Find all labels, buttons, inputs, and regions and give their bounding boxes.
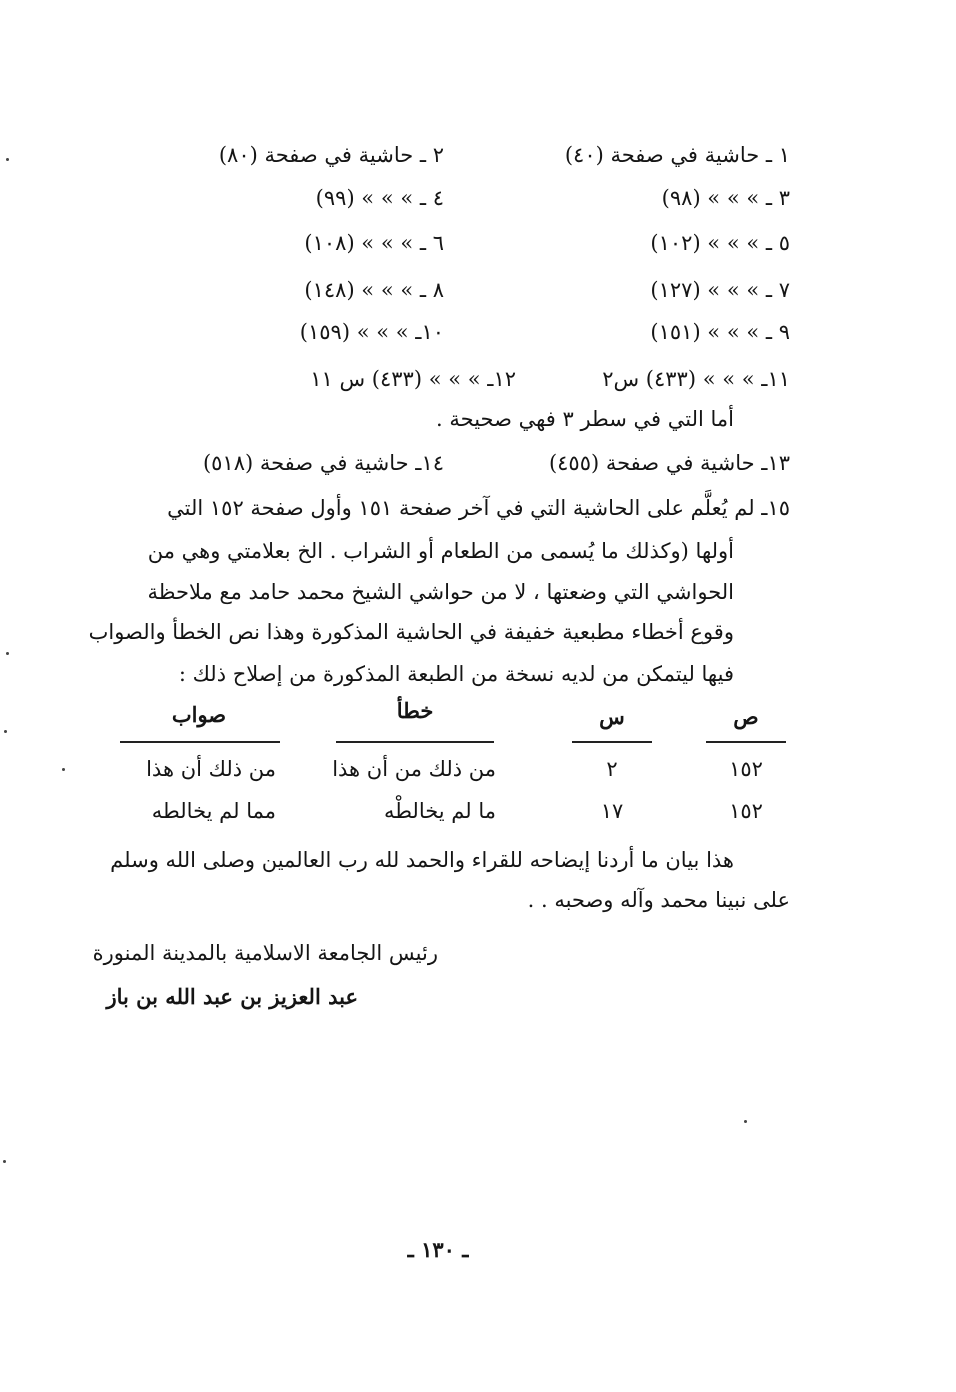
- scan-speck: [744, 1120, 747, 1123]
- column-header-line: س: [599, 704, 625, 729]
- column-rule: [336, 741, 494, 743]
- closing-line: هذا بيان ما أردنا إيضاحه للقراء والحمد لله رب العالمين وصلى الله وسلم: [110, 848, 734, 872]
- cell-error: ما لم يخالطْه: [383, 799, 496, 823]
- signature-title: رئيس الجامعة الاسلامية بالمدينة المنورة: [92, 941, 438, 965]
- column-header-error: خطأ: [396, 698, 434, 723]
- footnote-entry: ١٤ـ حاشية في صفحة (٥١٨): [202, 451, 444, 475]
- cell-line: ٢: [606, 757, 618, 781]
- footnote-entry: ٤ ـ » » » (٩٩): [315, 186, 444, 210]
- paragraph-line: فيها ليتمكن من لديه نسخة من الطبعة المذكورة من إصلاح ذلك :: [178, 662, 734, 686]
- footnote-entry: ١٠ـ » » » (١٥٩): [299, 320, 444, 344]
- footnote-entry: ٩ ـ » » » (١٥١): [650, 320, 790, 344]
- footnote-entry: ٧ ـ » » » (١٢٧): [650, 278, 790, 302]
- column-rule: [706, 741, 786, 743]
- footnote-entry: ٨ ـ » » » (١٤٨): [304, 278, 444, 302]
- column-header-page: ص: [733, 704, 759, 729]
- cell-line: ١٧: [600, 799, 624, 823]
- footnote-entry: ٦ ـ » » » (١٠٨): [304, 231, 444, 255]
- column-rule: [120, 741, 280, 743]
- scan-speck: [62, 768, 65, 771]
- scan-speck: [4, 730, 7, 733]
- footnote-entry: ٥ ـ » » » (١٠٢): [650, 231, 790, 255]
- cell-error: من ذلك من أن هذا: [332, 757, 496, 781]
- closing-line: على نبينا محمد وآله وصحبه . .: [527, 888, 790, 912]
- footnote-entry: ٢ ـ حاشية في صفحة (٨٠): [218, 143, 444, 167]
- scan-speck: [3, 1160, 6, 1163]
- cell-correct: مما لم يخالطه: [151, 799, 276, 823]
- footnote-entry: ٣ ـ » » » (٩٨): [661, 186, 790, 210]
- scan-speck: [6, 652, 9, 655]
- paragraph-line: أولها (وكذلك ما يُسمى من الطعام أو الشراب . الخ بعلامتي وهي من: [147, 539, 734, 563]
- footnote-entry: ١١ـ » » » (٤٣٣) س٢: [602, 367, 790, 391]
- cell-correct: من ذلك أن هذا: [146, 757, 276, 781]
- paragraph-line: ١٥ـ لم يُعلَّم على الحاشية التي في آخر صفحة ١٥١ وأول صفحة ١٥٢ التي: [167, 496, 790, 520]
- cell-page: ١٥٢: [729, 757, 763, 781]
- page-number: ـ ١٣٠ ـ: [407, 1237, 469, 1262]
- paragraph-line: وقوع أخطاء مطبعية خفيفة في الحاشية المذكورة وهذا نص الخطأ والصواب: [88, 620, 734, 644]
- column-rule: [572, 741, 652, 743]
- footnote-entry: ١٣ـ حاشية في صفحة (٤٥٥): [548, 451, 790, 475]
- signature-name: عبد العزيز بن عبد الله بن باز: [106, 984, 358, 1009]
- paragraph-line: الحواشي التي وضعتها ، لا من حواشي الشيخ محمد حامد مع ملاحظة: [147, 580, 734, 604]
- scan-speck: [6, 158, 9, 161]
- footnote-entry: ١ ـ حاشية في صفحة (٤٠): [564, 143, 790, 167]
- column-header-correct: صواب: [171, 702, 227, 727]
- note-line-3: أما التي في سطر ٣ فهي صحيحة .: [436, 407, 734, 431]
- cell-page: ١٥٢: [729, 799, 763, 823]
- footnote-entry: ١٢ـ » » » (٤٣٣) س ١١: [310, 367, 516, 391]
